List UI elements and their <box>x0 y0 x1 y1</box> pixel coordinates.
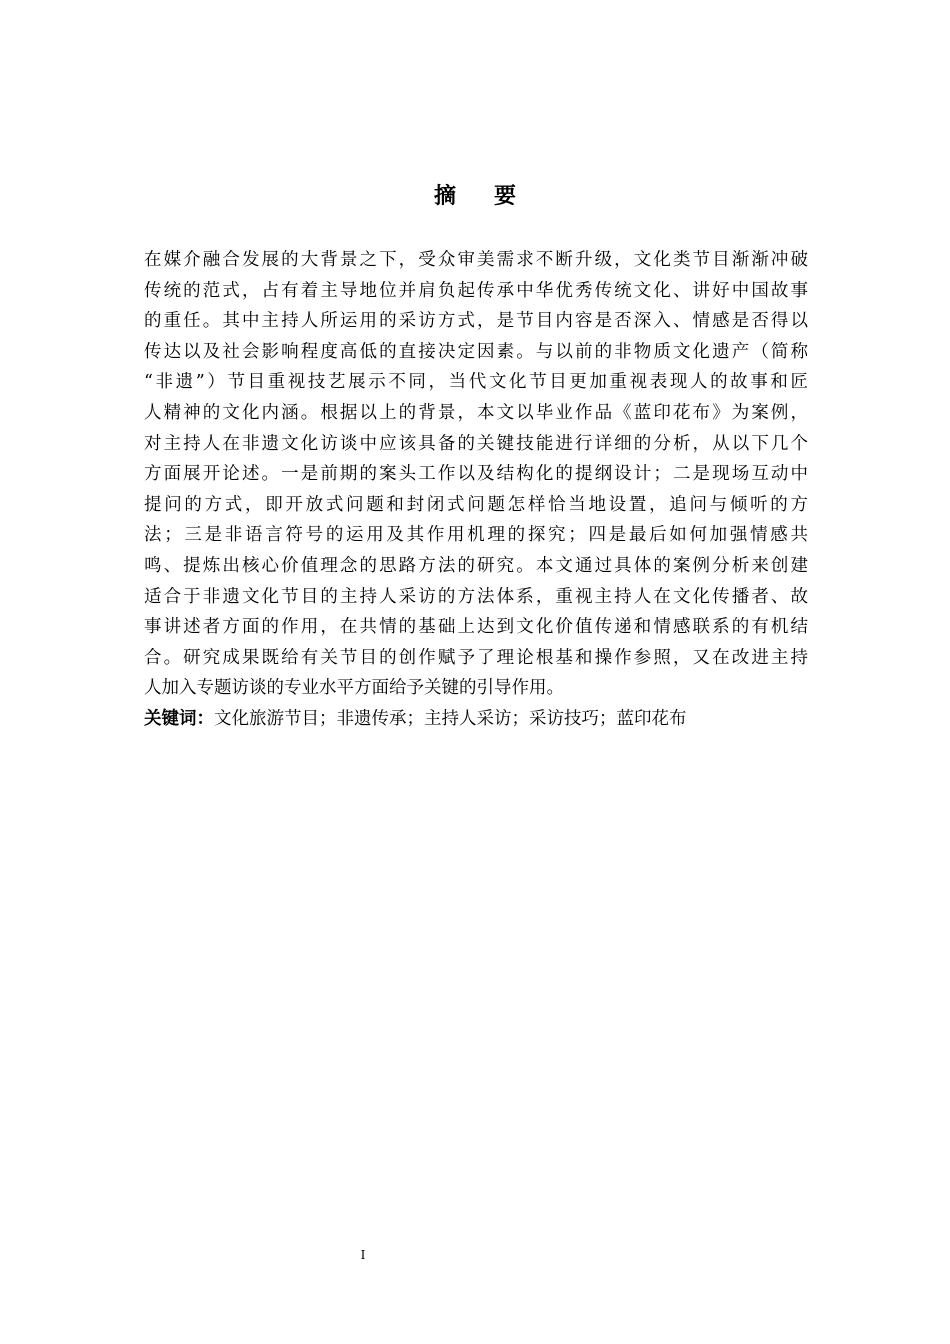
abstract-line: 鸣、提炼出核心价值理念的思路方法的研究。本文通过具体的案例分析来创建 <box>144 555 808 576</box>
abstract-line: 人精神的文化内涵。根据以上的背景，本文以毕业作品《蓝印花布》为案例， <box>144 402 808 423</box>
keywords-line <box>144 704 808 735</box>
abstract-line: 在媒介融合发展的大背景之下，受众审美需求不断升级，文化类节目渐渐冲破 <box>144 250 808 270</box>
abstract-line: 提问的方式，即开放式问题和封闭式问题怎样恰当地设置，追问与倾听的方 <box>144 494 808 515</box>
abstract-line: 适合于非遗文化节目的主持人采访的方法体系，重视主持人在文化传播者、故 <box>144 586 808 607</box>
abstract-line: 的重任。其中主持人所运用的采访方式，是节目内容是否深入、情感是否得以 <box>144 311 808 332</box>
abstract-body <box>144 245 808 735</box>
abstract-line: 对主持人在非遗文化访谈中应该具备的关键技能进行详细的分析，从以下几个 <box>144 433 808 454</box>
keywords-label: 关键词： <box>144 708 214 729</box>
abstract-title: 摘要 <box>433 184 554 209</box>
abstract-line: 传达以及社会影响程度高低的直接决定因素。与以前的非物质文化遗产（简称 <box>144 341 808 362</box>
abstract-line: 法；三是非语言符号的运用及其作用机理的探究；四是最后如何加强情感共 <box>144 525 808 546</box>
abstract-line: 人加入专题访谈的专业水平方面给予关键的引导作用。 <box>144 678 564 699</box>
abstract-line: 事讲述者方面的作用，在共情的基础上达到文化价值传递和情感联系的有机结 <box>144 617 808 638</box>
abstract-line: “非遗”）节目重视技艺展示不同，当代文化节目更加重视表现人的故事和匠 <box>144 372 808 393</box>
abstract-line: 合。研究成果既给有关节目的创作赋予了理论根基和操作参照，又在改进主持 <box>144 647 808 668</box>
keywords-text: 文化旅游节目；非遗传承；主持人采访；采访技巧；蓝印花布 <box>214 708 687 729</box>
abstract-line: 方面展开论述。一是前期的案头工作以及结构化的提纲设计；二是现场互动中 <box>144 464 808 485</box>
abstract-line: 传统的范式，占有着主导地位并肩负起传承中华优秀传统文化、讲好中国故事 <box>144 280 808 301</box>
page-number: I <box>360 1248 366 1262</box>
